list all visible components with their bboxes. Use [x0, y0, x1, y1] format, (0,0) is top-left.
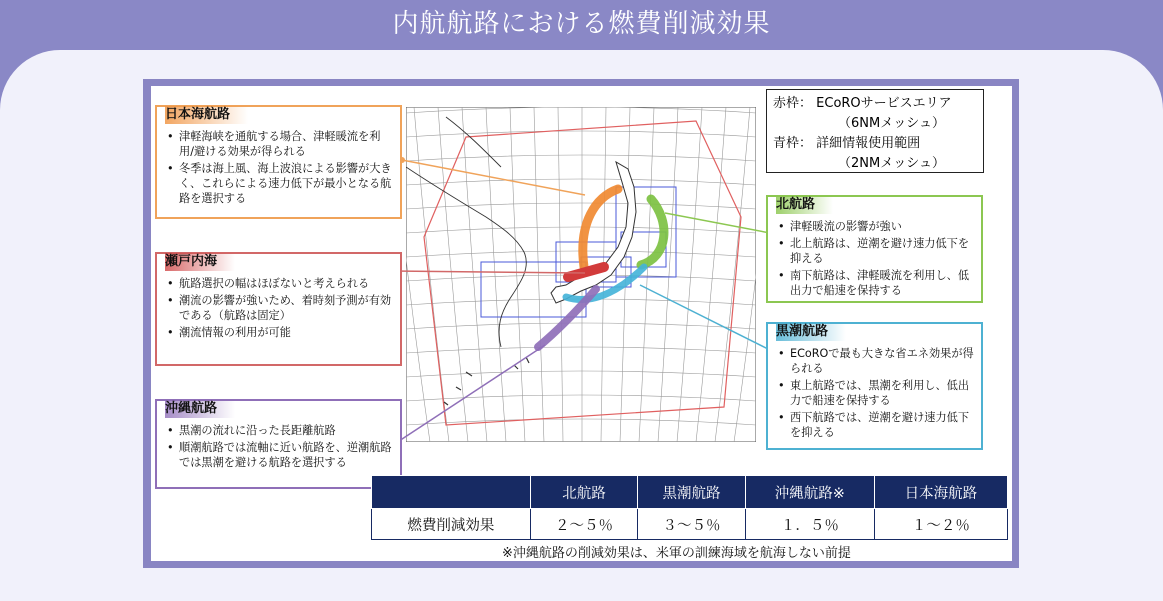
route-name: 瀬戸内海	[165, 253, 235, 271]
row-label: 燃費削減効果	[372, 509, 531, 540]
route-name: 黒潮航路	[776, 323, 846, 341]
route-bullet: • 東上航路では、黒潮を利用し、低出力で船速を保持する	[776, 378, 975, 408]
table-cell: １．５％	[745, 509, 874, 540]
table-cell: ３～５％	[638, 509, 746, 540]
route-bullet: • 津軽暖流の影響が強い	[776, 219, 975, 234]
table-cell: ２～５％	[530, 509, 638, 540]
route-name: 北航路	[776, 196, 833, 214]
legend-red-text: ECoROサービスエリア	[816, 96, 952, 111]
route-bullet: • 潮流情報の利用が可能	[165, 325, 394, 340]
route-bullet: • 潮流の影響が強いため、着時刻予測が有効である（航路は固定）	[165, 293, 394, 323]
table-corner	[372, 476, 531, 509]
route-name: 沖縄航路	[165, 400, 235, 418]
route-name: 日本海航路	[165, 106, 248, 124]
table-header: 北航路	[530, 476, 638, 509]
route-bullet: • 冬季は海上風、海上波浪による影響が大きく、これらによる速力低下が最小となる航路を選択する	[165, 161, 394, 206]
page-title: 内航航路における燃費削減効果	[392, 9, 771, 39]
table-cell: １～２％	[874, 509, 1007, 540]
table-header: 日本海航路	[874, 476, 1007, 509]
route-bullet: • 津軽海峡を通航する場合、津軽暖流を利用/避ける効果が得られる	[165, 129, 394, 159]
legend-red-mesh: （6NMメッシュ）	[838, 116, 945, 131]
footnote: ※沖縄航路の削減効果は、米軍の訓練海域を航海しない前提	[502, 546, 851, 561]
route-box-nihonkai	[155, 105, 402, 219]
route-bullet: • 順潮航路では流軸に近い航路を、逆潮航路では黒潮を避ける航路を選択する	[165, 440, 394, 470]
table-header: 黒潮航路	[638, 476, 746, 509]
route-bullet: • 航路選択の幅はほぼないと考えられる	[165, 276, 394, 291]
fuel-savings-table	[371, 475, 1008, 540]
route-bullet: • 南下航路は、津軽暖流を利用し、低出力で船速を保持する	[776, 268, 975, 298]
legend-red-label: 赤枠：	[773, 96, 813, 111]
table-header-row	[372, 476, 1008, 509]
route-bullet: • 黒潮の流れに沿った長距離航路	[165, 423, 394, 438]
route-bullet: • 北上航路は、逆潮を避け速力低下を抑える	[776, 236, 975, 266]
route-box-setonaikai	[155, 252, 402, 366]
route-box-okinawa	[155, 399, 402, 489]
table-row	[372, 509, 1008, 540]
legend-blue-mesh: （2NMメッシュ）	[838, 156, 945, 171]
table-header: 沖縄航路※	[745, 476, 874, 509]
map-legend	[766, 89, 984, 173]
route-bullet: • ECoROで最も大きな省エネ効果が得られる	[776, 346, 975, 376]
route-box-kita	[766, 195, 983, 303]
route-box-kuroshio	[766, 322, 983, 450]
legend-blue-label: 青枠：	[773, 136, 813, 151]
route-bullet: • 西下航路では、逆潮を避け速力低下を抑える	[776, 410, 975, 440]
legend-blue-text: 詳細情報使用範囲	[816, 136, 921, 151]
